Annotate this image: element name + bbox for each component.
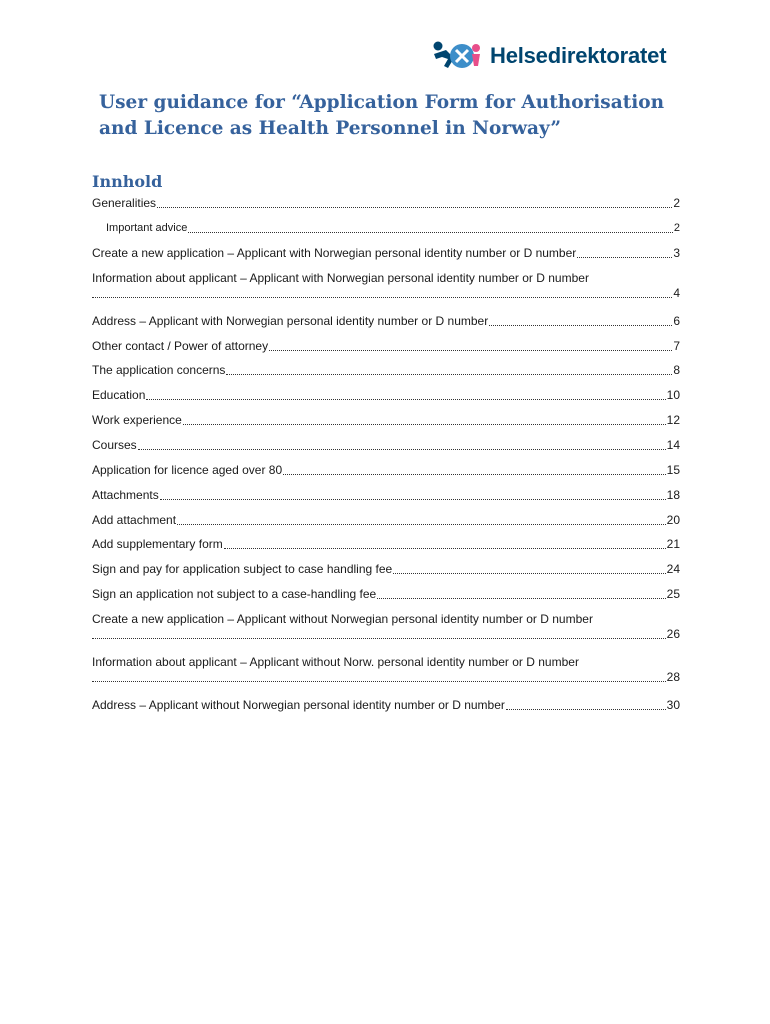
toc-entry-page: 24 bbox=[666, 562, 680, 576]
toc-entry-label: Courses bbox=[92, 438, 137, 452]
toc-leader bbox=[506, 708, 666, 710]
toc-entry-page: 30 bbox=[666, 698, 680, 712]
toc-entry-page: 10 bbox=[666, 388, 680, 402]
toc-entry-label: Create a new application – Applicant with Norwegian personal identity number or D number bbox=[92, 246, 577, 260]
toc-leader bbox=[577, 256, 672, 258]
toc-entry-page: 4 bbox=[673, 286, 680, 300]
toc-entry-page: 6 bbox=[673, 314, 680, 328]
toc-leader bbox=[160, 498, 666, 500]
toc-entry[interactable] bbox=[92, 488, 680, 503]
toc-leader bbox=[377, 597, 665, 599]
toc-entry-label: Add attachment bbox=[92, 513, 177, 527]
toc-entry-page: 2 bbox=[673, 222, 680, 234]
toc-entry-page: 28 bbox=[666, 670, 680, 684]
toc-entry-page: 15 bbox=[666, 463, 680, 477]
toc-entry[interactable] bbox=[92, 339, 680, 354]
toc-entry-page: 3 bbox=[673, 246, 680, 260]
toc-entry-page: 26 bbox=[666, 627, 680, 641]
toc-entry[interactable] bbox=[92, 246, 680, 261]
toc-entry[interactable] bbox=[92, 587, 680, 602]
helsedirektoratet-logo-icon bbox=[432, 40, 482, 72]
toc-leader bbox=[224, 547, 666, 549]
toc-entry-label: Create a new application – Applicant without Norwegian personal identity number or D number bbox=[92, 612, 593, 626]
toc-leader bbox=[183, 423, 666, 425]
toc-entry[interactable] bbox=[92, 537, 680, 552]
toc-entry-page: 2 bbox=[673, 196, 680, 210]
toc-entry[interactable] bbox=[92, 463, 680, 478]
document-title: User guidance for “Application Form for Authorisation and Licence as Health Personnel in Norway” bbox=[99, 92, 665, 139]
toc-entry-label: The application concerns bbox=[92, 363, 226, 377]
logo-text: Helsedirektoratet bbox=[490, 43, 667, 68]
toc-leader bbox=[489, 324, 672, 326]
toc-entry-page: 7 bbox=[673, 339, 680, 353]
toc-leader bbox=[177, 523, 666, 525]
toc-entry-label: Address – Applicant without Norwegian personal identity number or D number bbox=[92, 698, 505, 712]
toc-entry[interactable] bbox=[92, 438, 680, 453]
toc-heading: Innhold bbox=[92, 172, 163, 191]
toc-entry[interactable] bbox=[92, 612, 680, 642]
toc-leader bbox=[92, 296, 672, 298]
toc-entry-label: Other contact / Power of attorney bbox=[92, 339, 269, 353]
toc-entry-page: 12 bbox=[666, 413, 680, 427]
toc-entry-label: Attachments bbox=[92, 488, 159, 502]
toc-entry-label: Add supplementary form bbox=[92, 537, 223, 551]
toc-entry-label: Sign and pay for application subject to case handling fee bbox=[92, 562, 393, 576]
toc-entry-label: Address – Applicant with Norwegian personal identity number or D number bbox=[92, 314, 489, 328]
toc-entry[interactable] bbox=[92, 388, 680, 403]
toc-entry-label: Generalities bbox=[92, 196, 157, 210]
toc-entry[interactable] bbox=[92, 196, 680, 211]
toc-entry[interactable] bbox=[92, 271, 680, 301]
toc-leader bbox=[283, 473, 666, 475]
toc-leader bbox=[146, 398, 665, 400]
toc-entry[interactable] bbox=[92, 513, 680, 528]
toc-entry-page: 21 bbox=[666, 537, 680, 551]
toc-entry-page: 14 bbox=[666, 438, 680, 452]
toc-entry-page: 25 bbox=[666, 587, 680, 601]
toc-entry-label: Information about applicant – Applicant without Norw. personal identity number or D number bbox=[92, 655, 579, 669]
toc-leader bbox=[92, 680, 666, 682]
toc-entry-page: 8 bbox=[673, 363, 680, 377]
toc-leader bbox=[269, 349, 672, 351]
helsedirektoratet-logo bbox=[432, 40, 666, 72]
toc-entry-label: Education bbox=[92, 388, 146, 402]
toc-entry-label: Sign an application not subject to a case-handling fee bbox=[92, 587, 377, 601]
toc-leader bbox=[138, 448, 666, 450]
toc-entry-label: Work experience bbox=[92, 413, 182, 427]
toc-entry[interactable] bbox=[92, 655, 680, 685]
toc-entry-page: 18 bbox=[666, 488, 680, 502]
toc-leader bbox=[188, 231, 673, 233]
toc-leader bbox=[393, 572, 665, 574]
toc-entry[interactable] bbox=[92, 698, 680, 713]
toc-entry-label: Application for licence aged over 80 bbox=[92, 463, 283, 477]
toc-entry[interactable] bbox=[92, 413, 680, 428]
toc-leader bbox=[92, 637, 666, 639]
toc-entry[interactable] bbox=[92, 221, 680, 236]
toc-leader bbox=[226, 373, 672, 375]
toc-entry[interactable] bbox=[92, 562, 680, 577]
toc-entry-label: Information about applicant – Applicant with Norwegian personal identity number or D number bbox=[92, 271, 589, 285]
toc-entry[interactable] bbox=[92, 363, 680, 378]
toc-entry[interactable] bbox=[92, 314, 680, 329]
toc-entry-page: 20 bbox=[666, 513, 680, 527]
toc-leader bbox=[157, 206, 672, 208]
toc-entry-label: Important advice bbox=[106, 222, 188, 234]
